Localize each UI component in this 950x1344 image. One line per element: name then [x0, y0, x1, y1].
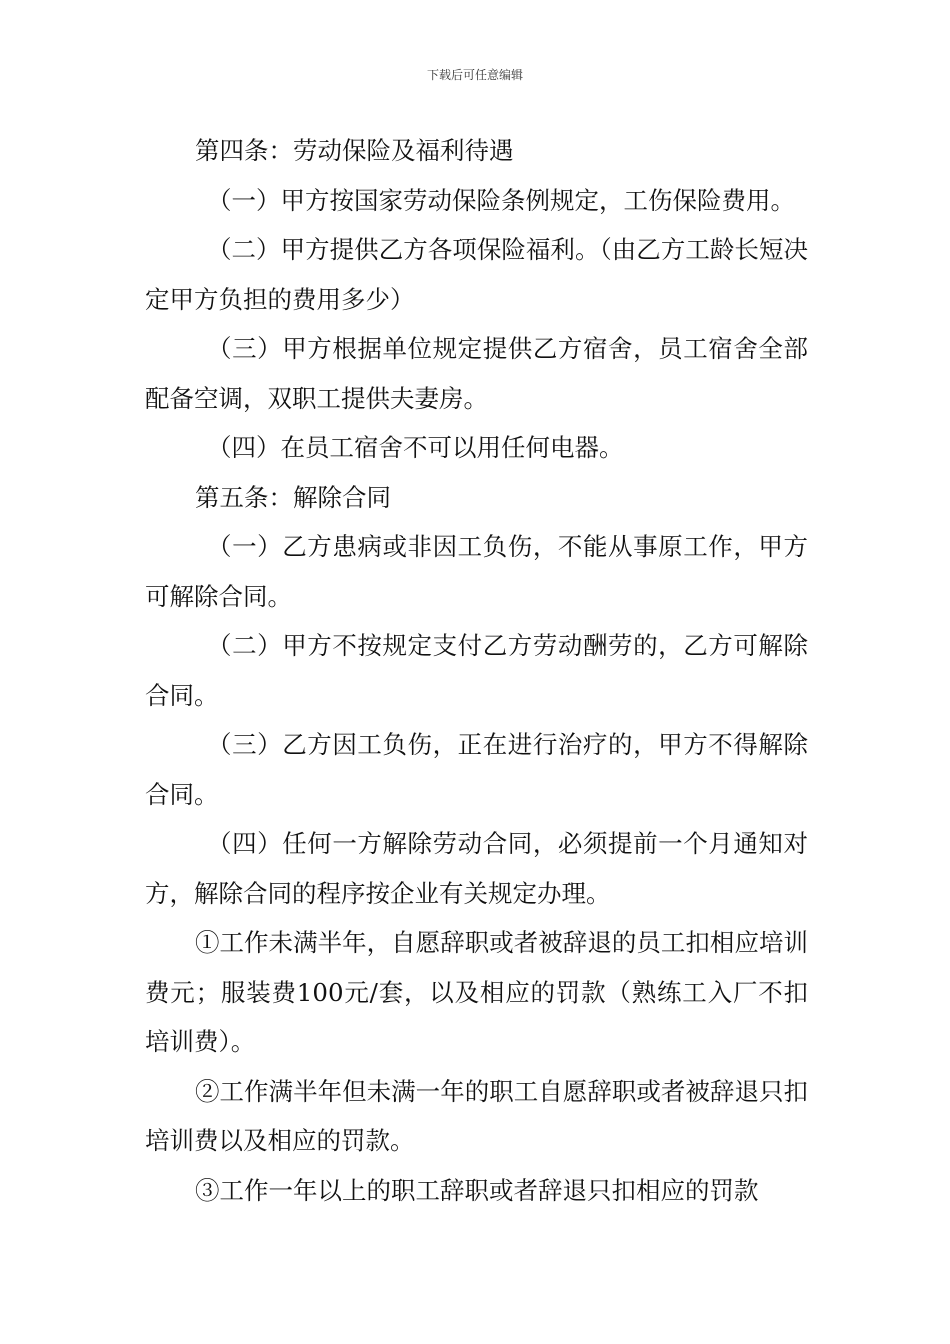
article-4-clause-2: （二）甲方提供乙方各项保险福利。（由乙方工龄长短决定甲方负担的费用多少） — [145, 235, 808, 314]
article-5-subclause-3: ③工作一年以上的职工辞职或者辞退只扣相应的罚款 — [195, 1175, 759, 1205]
article-5-subclause-2: ②工作满半年但未满一年的职工自愿辞职或者被辞退只扣培训费以及相应的罚款。 — [145, 1076, 808, 1155]
page-header-note: 下载后可任意编辑 — [426, 68, 523, 82]
article-5-subclause-1: ①工作未满半年，自愿辞职或者被辞退的员工扣相应培训费元；服装费100元/套，以及相应的罚款（熟练工入厂不扣培训费）。 — [145, 928, 808, 1056]
article-5-clause-2: （二）甲方不按规定支付乙方劳动酬劳的，乙方可解除合同。 — [145, 631, 808, 710]
article-5-clause-1: （一）乙方患病或非因工负伤，不能从事原工作，甲方可解除合同。 — [145, 532, 808, 611]
article-4-clause-1: （一）甲方按国家劳动保险条例规定，工伤保险费用。 — [207, 185, 795, 215]
article-4-clause-3: （三）甲方根据单位规定提供乙方宿舍，员工宿舍全部配备空调，双职工提供夫妻房。 — [145, 334, 808, 413]
article-4-heading: 第四条：劳动保险及福利待遇 — [195, 136, 514, 165]
article-5-heading: 第五条：解除合同 — [195, 482, 391, 512]
article-5-clause-4: （四）任何一方解除劳动合同，必须提前一个月通知对方，解除合同的程序按企业有关规定办理。 — [145, 829, 808, 908]
document-body — [145, 126, 808, 1215]
article-5-clause-3: （三）乙方因工负伤，正在进行治疗的，甲方不得解除合同。 — [145, 730, 808, 809]
article-4-clause-4: （四）在员工宿舍不可以用任何电器。 — [207, 433, 624, 462]
